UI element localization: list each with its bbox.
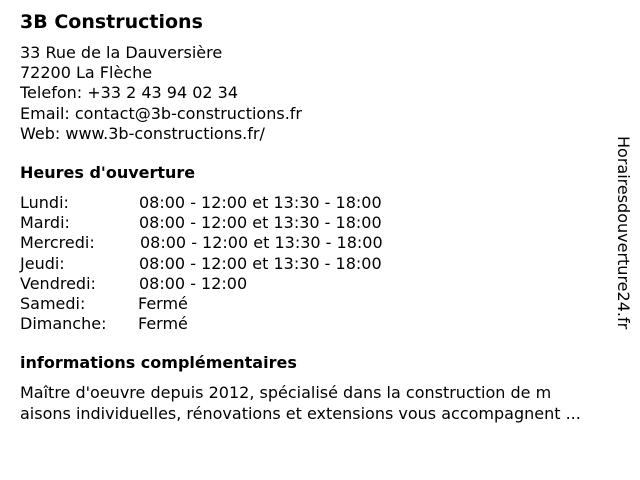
day-label: Mercredi: (20, 233, 95, 253)
day-label: Samedi: (20, 293, 86, 313)
day-label: Vendredi: (20, 273, 96, 293)
day-label: Jeudi: (20, 253, 65, 273)
day-label: Mardi: (20, 213, 70, 233)
business-description (20, 383, 625, 424)
day-label: Dimanche: (20, 314, 107, 334)
web-line: Web: www.3b-constructions.fr/ (20, 123, 265, 143)
day-hours: 08:00 - 12:00 et 13:30 - 18:00 (139, 213, 382, 233)
address-line-1: 33 Rue de la Dauversière (20, 43, 223, 62)
business-name: 3B Constructions (20, 11, 203, 33)
day-hours: Fermé (138, 293, 188, 313)
day-label: Lundi: (20, 193, 69, 212)
day-hours: 08:00 - 12:00 et 13:30 - 18:00 (140, 233, 383, 253)
phone-line: Telefon: +33 2 43 94 02 34 (20, 83, 239, 103)
day-hours: Fermé (138, 314, 188, 334)
opening-hours-heading: Heures d'ouverture (20, 163, 196, 182)
address-line-2: 72200 La Flèche (20, 63, 153, 83)
day-hours: 08:00 - 12:00 et 13:30 - 18:00 (139, 253, 382, 273)
watermark-text: Horairesdouverture24.fr (614, 136, 633, 330)
site-watermark (612, 136, 634, 372)
description-line-2: aisons individuelles, rénovations et extensions vous accompagnent ... (20, 403, 581, 423)
contact-block (20, 43, 302, 144)
email-line: Email: contact@3b-constructions.fr (20, 103, 302, 123)
day-hours: 08:00 - 12:00 (139, 273, 248, 293)
additional-info-heading: informations complémentaires (20, 353, 297, 372)
day-hours: 08:00 - 12:00 et 13:30 - 18:00 (139, 193, 382, 212)
description-line-1: Maître d'oeuvre depuis 2012, spécialisé dans la construction de m (20, 383, 552, 402)
